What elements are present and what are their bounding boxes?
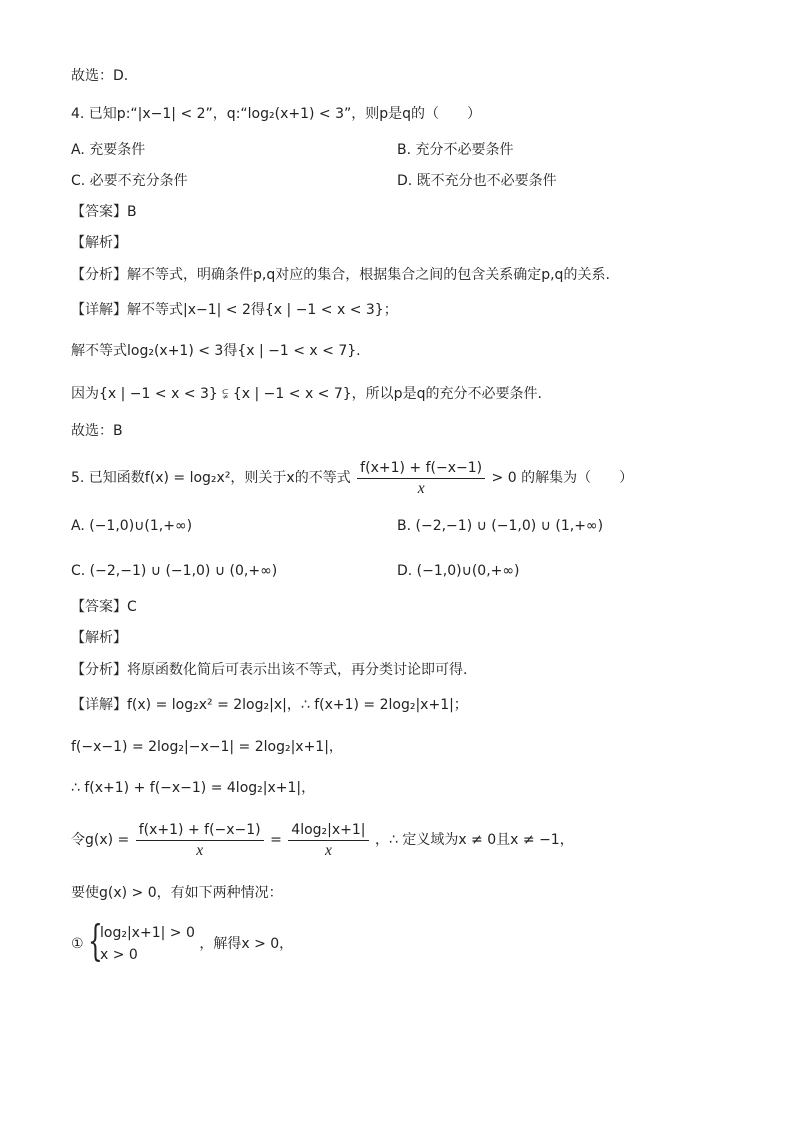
g-def-suffix: ，∴ 定义域为x ≠ 0且x ≠ −1， xyxy=(374,832,574,848)
q4-analysis-text: 【分析】解不等式，明确条件p,q对应的集合，根据集合之间的包含关系确定p,q的关系. xyxy=(71,267,610,283)
q4-answer: 【答案】B xyxy=(71,204,137,220)
q5-detail-line-3: ∴ f(x+1) + f(−x−1) = 4log₂|x+1|， xyxy=(71,780,316,796)
q4-option-c: C. 必要不充分条件 xyxy=(71,173,188,189)
q4-detail-line-3: 因为{x | −1 < x < 3} ⫋ {x | −1 < x < 7}，所以p是q的充分不必要条件. xyxy=(71,386,542,402)
g-fraction-2-denominator: x xyxy=(324,841,332,859)
g-def-prefix: 令g(x) = xyxy=(71,832,130,848)
q5-detail-line-4 xyxy=(71,818,574,862)
q4-option-d: D. 既不充分也不必要条件 xyxy=(397,173,557,189)
case-1-result: ，解得x > 0， xyxy=(199,936,294,952)
case-1-condition-1: log₂|x+1| > 0 xyxy=(100,925,195,941)
q5-detail-line-1: 【详解】f(x) = log₂x² = 2log₂|x|，∴ f(x+1) = 2log₂|x+1|； xyxy=(71,697,468,713)
q5-detail-line-2: f(−x−1) = 2log₂|−x−1| = 2log₂|x+1|， xyxy=(71,739,343,755)
q5-stem-prefix: 5. 已知函数f(x) = log₂x²，则关于x的不等式 xyxy=(71,470,351,486)
q5-stem-suffix: > 0 的解集为（ ） xyxy=(491,470,634,486)
g-fraction-1-numerator: f(x+1) + f(−x−1) xyxy=(136,821,264,841)
case-1-marker: ① xyxy=(71,936,84,952)
case-1-condition-2: x > 0 xyxy=(100,947,138,963)
q5-answer: 【答案】C xyxy=(71,599,137,615)
q4-analysis-heading: 【解析】 xyxy=(71,235,127,251)
left-brace-icon: { xyxy=(88,916,103,965)
q5-fraction-denominator: x xyxy=(417,479,425,497)
q5-case-1 xyxy=(71,916,294,966)
q5-fraction-numerator: f(x+1) + f(−x−1) xyxy=(357,459,485,479)
q5-option-b: B. (−2,−1) ∪ (−1,0) ∪ (1,+∞) xyxy=(397,518,604,534)
q4-detail-line-2: 解不等式log₂(x+1) < 3得{x | −1 < x < 7}. xyxy=(71,343,361,359)
q4-option-a: A. 充要条件 xyxy=(71,142,146,158)
question-5-stem xyxy=(71,456,633,500)
question-4-stem: 4. 已知p:“|x−1| < 2”，q:“log₂(x+1) < 3”，则p是q的（ ） xyxy=(71,106,482,122)
q4-option-b: B. 充分不必要条件 xyxy=(397,142,514,158)
g-fraction-2-numerator: 4log₂|x+1| xyxy=(288,821,368,841)
q5-analysis-heading: 【解析】 xyxy=(71,630,127,646)
g-fraction-2 xyxy=(288,821,368,860)
q5-inequality-fraction xyxy=(357,459,485,498)
g-fraction-1 xyxy=(136,821,264,860)
q5-analysis-text: 【分析】将原函数化简后可表示出该不等式，再分类讨论即可得. xyxy=(71,662,468,678)
q4-conclusion: 故选：B xyxy=(71,423,123,439)
q5-detail-line-5: 要使g(x) > 0，有如下两种情况： xyxy=(71,885,283,901)
g-fraction-1-denominator: x xyxy=(196,841,204,859)
q5-option-d: D. (−1,0)∪(0,+∞) xyxy=(397,563,520,579)
q4-detail-line-1: 【详解】解不等式|x−1| < 2得{x | −1 < x < 3}； xyxy=(71,302,398,318)
case-1-system xyxy=(88,916,195,966)
q5-option-a: A. (−1,0)∪(1,+∞) xyxy=(71,518,193,534)
q5-option-c: C. (−2,−1) ∪ (−1,0) ∪ (0,+∞) xyxy=(71,563,278,579)
g-def-equals: = xyxy=(270,832,282,848)
conclusion-line-d: 故选：D. xyxy=(71,68,129,84)
